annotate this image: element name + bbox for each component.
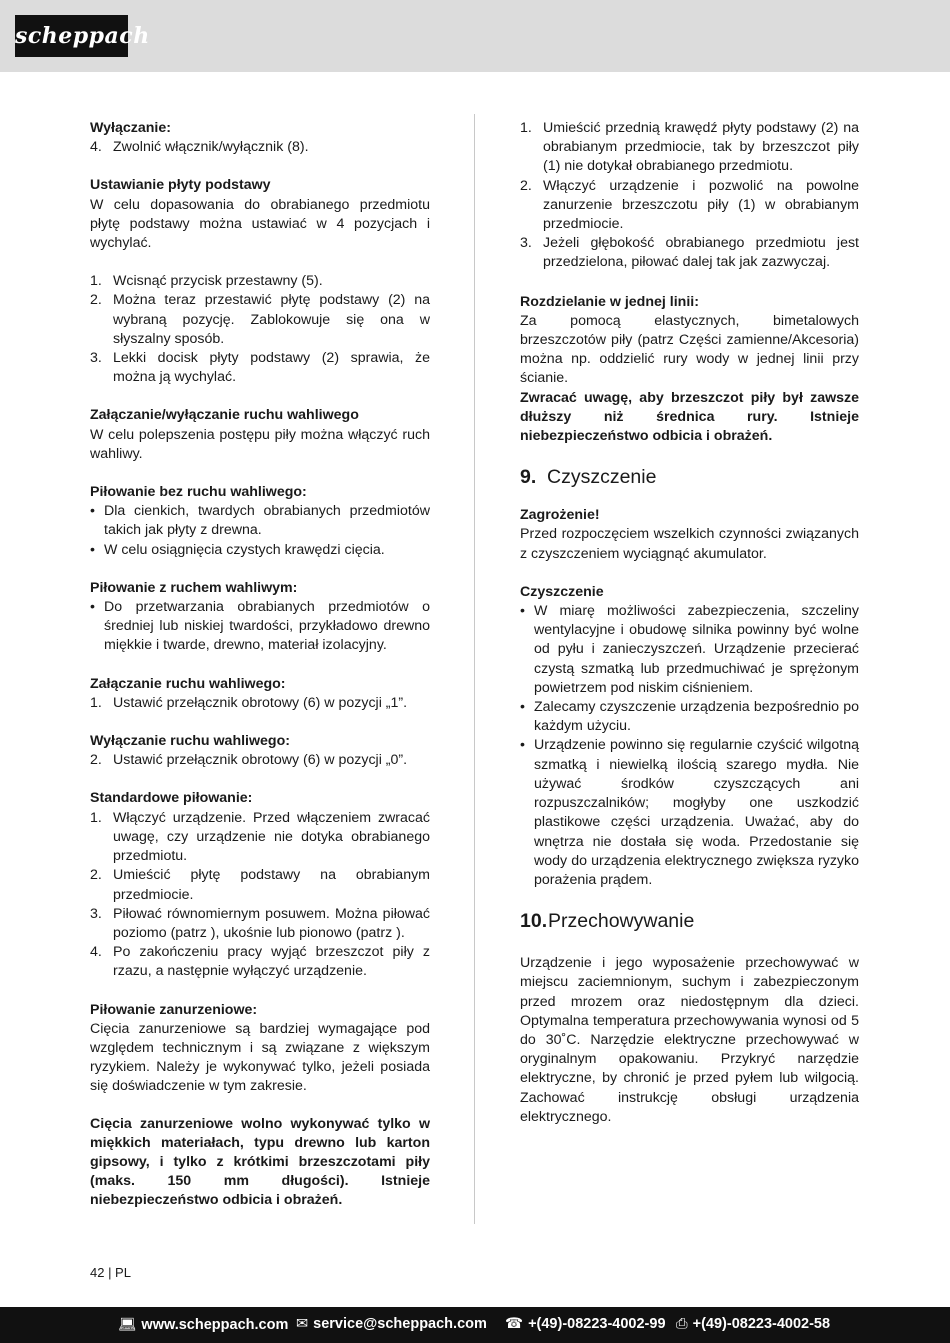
- bullet: •: [90, 503, 95, 520]
- list-item: [90, 943, 430, 981]
- numbered-list: [90, 272, 430, 387]
- list-item: [90, 291, 430, 349]
- page-header: [0, 0, 950, 72]
- item-text: W celu osiągnięcia czystych krawędzi cięcia.: [104, 541, 385, 558]
- list-item: [520, 602, 859, 698]
- list-item: [90, 349, 430, 387]
- footer-phone[interactable]: [505, 1316, 666, 1332]
- list-item: [90, 905, 430, 943]
- item-text: Urządzenie powinno się regularnie czyścić wilgotną szmatką i niewielką ilością szarego mydła. Nie używać środków czyszczących ani rozpuszczalników; mogłyby one uszkodzić plastikowe części urządzenia. Uważać, aby do wnętrza nie dostała się woda. Przedostanie się wody do urządzenia elektrycznego zwiększa ryzyko porażenia prądem.: [534, 737, 859, 888]
- bullet-list: [90, 598, 430, 656]
- item-number: 2.: [90, 292, 102, 309]
- paragraph: Urządzenie i jego wyposażenie przechowywać w miejscu zaciemnionym, suchym i zabezpieczonym przed mrozem oraz niedostępnym dla dzieci. Optymalna temperatura przechowywania wynosi od 5 do 30˚C. Narzędzie elektryczne przechowywać w oryginalnym opakowaniu. Przykryć narzędzie elektryczne, by chronić je przed pyłem lub wilgocią. Zachować instrukcję obsługi urządzenia elektrycznego.: [520, 955, 859, 1125]
- item-text: Ustawić przełącznik obrotowy (6) w pozycji „0”.: [113, 752, 408, 769]
- item-number: 3.: [90, 905, 102, 922]
- chapter-title: Przechowywanie: [548, 910, 695, 933]
- item-text: Jeżeli głębokość obrabianego przedmiotu jest przedzielona, piłować dalej tak jak zazwyczaj.: [543, 235, 859, 271]
- item-text: Do przetwarzania obrabianych przedmiotów o średniej lub niskiej twardości, przykładowo drewno miękkie i twarde, drewno, materiał izolacyjny.: [104, 599, 430, 654]
- paragraph: W celu dopasowania do obrabianego przedmiotu płytę podstawy można ustawiać w 4 pozycjach i wychylać.: [90, 196, 430, 252]
- laptop-icon: 💻︎: [118, 1317, 137, 1333]
- list-item: [90, 272, 430, 291]
- numbered-list: [520, 119, 859, 273]
- section-switch-off: [90, 119, 430, 157]
- numbered-list: [90, 751, 430, 770]
- footer-email[interactable]: [296, 1316, 487, 1332]
- section-sawing-without-pendulum: [90, 483, 430, 560]
- item-number: 1.: [90, 809, 102, 826]
- item-text: Zwolnić włącznik/wyłącznik (8).: [113, 139, 309, 156]
- section-standard-sawing: [90, 789, 430, 981]
- section-base-plate: [90, 176, 430, 253]
- section-pendulum-off: [90, 732, 430, 770]
- website-text: www.scheppach.com: [141, 1317, 289, 1333]
- item-text: Umieścić przednią krawędź płyty podstawy (2) na obrabianym przedmiocie, tak by brzeszczot piły (1) nie dotykał obrabianego przedmiotu.: [543, 120, 859, 175]
- scheppach-logo: scheppach: [15, 15, 128, 57]
- paragraph: W celu polepszenia postępu piły można włączyć ruch wahliwy.: [90, 426, 430, 462]
- footer-website[interactable]: [118, 1316, 288, 1333]
- section-heading: Piłowanie z ruchem wahliwym:: [90, 579, 298, 596]
- item-text: W miarę możliwości zabezpieczenia, szczeliny wentylacyjne i obudowę silnika powinny być wolne od pyłu i zanieczyszczeń. Urządzenie przecierać czystą szmatką lub przedmuchiwać je sprężonym powietrzem pod niskim ciśnieniem.: [534, 603, 859, 696]
- item-number: 1.: [90, 273, 102, 290]
- list-item: [90, 809, 430, 867]
- bullet: •: [520, 603, 525, 620]
- item-number: 4.: [90, 139, 102, 156]
- item-number: 4.: [90, 944, 102, 961]
- item-text: Piłować równomiernym posuwem. Można piłować poziomo (patrz ), ukośnie lub pionowo (patrz ).: [113, 905, 430, 941]
- bullet-list: [90, 502, 430, 560]
- envelope-icon: ✉: [296, 1316, 309, 1332]
- right-column: [520, 119, 859, 1146]
- section-pendulum-toggle: [90, 406, 430, 464]
- chapter-number: 9.: [520, 466, 537, 489]
- section-heading: Rozdzielanie w jednej linii:: [520, 293, 699, 310]
- section-sawing-with-pendulum: [90, 579, 430, 656]
- bullet: •: [520, 699, 525, 716]
- section-heading: Czyszczenie: [520, 583, 604, 600]
- email-text: service@scheppach.com: [313, 1316, 487, 1332]
- bullet: •: [520, 737, 525, 754]
- item-text: Włączyć urządzenie i pozwolić na powolne zanurzenie brzeszczotu piły (1) w obrabianym przedmiocie.: [543, 177, 859, 233]
- list-item: [90, 866, 430, 904]
- item-number: 2.: [90, 867, 102, 884]
- fax-icon: ⎙: [676, 1316, 688, 1332]
- section-storage: [520, 954, 859, 1127]
- item-text: Ustawić przełącznik obrotowy (6) w pozycji „1”.: [113, 694, 408, 711]
- item-text: Wcisnąć przycisk przestawny (5).: [113, 273, 323, 290]
- page-footer: [0, 1307, 950, 1343]
- section-plunge-warning: [90, 1115, 430, 1211]
- section-danger: [520, 506, 859, 564]
- section-heading: Załączanie/wyłączanie ruchu wahliwego: [90, 407, 359, 424]
- list-item: [520, 119, 859, 177]
- item-text: Można teraz przestawić płytę podstawy (2) na wybraną pozycję. Zablokowuje się ona w słyszalny sposób.: [113, 292, 430, 347]
- bullet: •: [90, 599, 95, 616]
- section-heading: Standardowe piłowanie:: [90, 790, 253, 807]
- list-item: [520, 698, 859, 736]
- section-inline-cutting: [520, 293, 859, 447]
- item-number: 2.: [90, 752, 102, 769]
- chapter-title: Czyszczenie: [547, 466, 657, 489]
- section-heading: Zagrożenie!: [520, 507, 600, 524]
- list-item: [90, 502, 430, 540]
- section-pendulum-on: [90, 675, 430, 713]
- bullet: •: [90, 541, 95, 558]
- bullet-list: [520, 602, 859, 890]
- paragraph: Za pomocą elastycznych, bimetalowych brzeszczotów piły (patrz Części zamienne/Akcesoria) można np. oddzielić rury wody w jednej linii przy ścianie.: [520, 312, 859, 387]
- chapter-heading-cleaning: [520, 465, 859, 489]
- item-number: 2.: [520, 177, 532, 194]
- phone-icon: ☎: [505, 1316, 524, 1332]
- section-heading: Wyłączanie:: [90, 120, 171, 136]
- list-item: [520, 234, 859, 272]
- item-number: 3.: [520, 235, 532, 252]
- section-heading: Załączanie ruchu wahliwego:: [90, 675, 286, 692]
- warning-text: Cięcia zanurzeniowe wolno wykonywać tylko w miękkich materiałach, typu drewno lub karton gipsowy, i tylko z krótkimi brzeszczotami piły (maks. 150 mm długości). Istnieje niebezpieczeństwo odbicia i obrażeń.: [90, 1115, 430, 1209]
- list-item: [90, 138, 430, 157]
- page-number: 42 | PL: [90, 1265, 131, 1280]
- item-text: Włączyć urządzenie. Przed włączeniem zwracać uwagę, czy urządzenie nie dotyka obrabianego przedmiotu.: [113, 809, 430, 865]
- list-item: [90, 541, 430, 560]
- list-item: [520, 177, 859, 235]
- chapter-heading-storage: [520, 909, 859, 933]
- numbered-list: [90, 138, 430, 157]
- list-item: [90, 598, 430, 656]
- list-item: [90, 694, 430, 713]
- section-heading: Piłowanie bez ruchu wahliwego:: [90, 484, 307, 501]
- paragraph: Cięcia zanurzeniowe są bardziej wymagające pod względem technicznym i są związane z większym ryzykiem. Należy je wykonywać tylko, jeżeli posiada się doświadczenie w tym zakresie.: [90, 1020, 430, 1095]
- section-heading: Ustawianie płyty podstawy: [90, 177, 271, 194]
- item-text: Po zakończeniu pracy wyjąć brzeszczot piły z rzazu, a następnie wyłączyć urządzenie.: [113, 944, 430, 980]
- item-number: 3.: [90, 350, 102, 367]
- phone-text: +(49)-08223-4002-99: [528, 1316, 666, 1332]
- left-column: [90, 119, 430, 1230]
- section-plunge-steps: [520, 119, 859, 273]
- fax-text: +(49)-08223-4002-58: [692, 1316, 831, 1332]
- item-text: Lekki docisk płyty podstawy (2) sprawia, że można ją wychylać.: [113, 350, 430, 386]
- section-base-plate-steps: [90, 272, 430, 387]
- item-text: Umieścić płytę podstawy na obrabianym przedmiocie.: [113, 867, 430, 903]
- section-plunge-sawing: [90, 1001, 430, 1097]
- warning-text: Zwracać uwagę, aby brzeszczot piły był zawsze dłuższy niż średnica rury. Istnieje niebezpieczeństwo odbicia i obrażeń.: [520, 389, 859, 445]
- item-number: 1.: [520, 120, 532, 136]
- list-item: [520, 736, 859, 890]
- list-item: [90, 751, 430, 770]
- column-divider: [474, 114, 475, 1224]
- paragraph: Przed rozpoczęciem wszelkich czynności związanych z czyszczeniem wyciągnąć akumulator.: [520, 526, 859, 562]
- item-text: Zalecamy czyszczenie urządzenia bezpośrednio po każdym użyciu.: [534, 699, 859, 735]
- section-heading: Piłowanie zanurzeniowe:: [90, 1001, 258, 1018]
- numbered-list: [90, 694, 430, 713]
- chapter-number: 10.: [520, 910, 548, 933]
- numbered-list: [90, 809, 430, 982]
- item-text: Dla cienkich, twardych obrabianych przedmiotów takich jak płyty z drewna.: [104, 503, 430, 539]
- section-cleaning: [520, 583, 859, 890]
- item-number: 1.: [90, 694, 102, 711]
- section-heading: Wyłączanie ruchu wahliwego:: [90, 733, 290, 750]
- footer-fax[interactable]: [676, 1316, 830, 1332]
